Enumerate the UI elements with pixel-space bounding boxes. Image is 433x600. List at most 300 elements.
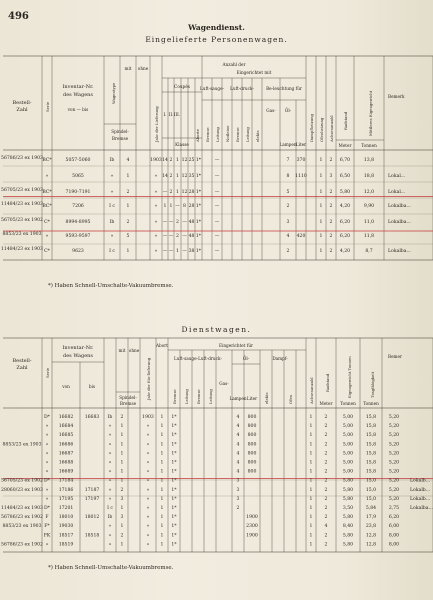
h2-bis: bis [88,384,96,389]
cell-rad: 5,00 [342,415,354,420]
cell-trag: 5,20 [388,487,400,493]
h1-bremse-2: Bremse [235,127,240,142]
table-row [2,523,399,529]
cell-liter: 1900 [246,515,258,521]
table-row [2,441,399,447]
cell-ohne: 2 [120,487,124,493]
cell-ohne: 1 [120,478,124,484]
h1-bremse: Bremse [111,136,129,141]
cell-ab: 1 [160,415,164,420]
cell-rem: Lokal... [388,190,406,195]
cell-rem: Lokal... [388,174,406,179]
cell-jahr: » [154,190,158,195]
h2-bestell: Bestell- [12,358,32,364]
cell-rad: 5,80 [342,515,354,521]
cell-ach2: 2 [329,220,333,225]
h2-abort: Abort [156,343,168,348]
cell-ach: 1 [309,524,313,530]
cell-mit: » [108,442,112,448]
cell-trag: 5,20 [388,478,400,484]
cell-gew: 12,8 [365,533,377,539]
section2-footnote: *) Haben Schnell-Umschalte-Vakuumbremse. [48,565,174,571]
table-row [44,532,400,538]
cell-ach2: 2 [324,496,328,502]
cell-jahr: » [154,204,158,209]
cell-brems: 1* [171,424,177,430]
cell-gew: 11,8 [363,234,375,239]
cell-mit: Ib [107,515,113,521]
cell-s1: 8 [183,204,186,209]
cell-ohne: 4 [126,158,130,163]
cell-bestell: 8853/23 ex 1903 [2,232,42,237]
cell-c3: 2 [176,234,179,239]
cell-c2: 2 [169,158,173,163]
h1-coupes: Coupés [174,84,190,89]
cell-brems: 1* [171,542,177,548]
h1-aborte: Aborte [195,128,200,142]
cell-von: 16685 [58,433,74,439]
cell-s2: 35 [188,174,195,179]
cell-c1: — [162,190,168,195]
cell-rad: 5,80 [342,487,354,493]
cell-mit: » [108,424,112,430]
cell-ab: 1 [160,433,164,439]
cell-rem: Lokalba... [388,249,411,254]
cell-gew: 15,8 [365,433,377,439]
cell-lampen: 2 [236,506,240,511]
cell-bestell: 56705/23 ex 1902 [1,478,43,484]
cell-rad: 5,80 [342,478,354,484]
cell-jahr: » [146,542,150,548]
cell-lampen: 3 [236,478,240,484]
h1-eigengewicht: Mittleres Eigengewicht [368,90,373,136]
cell-rad: 5,00 [342,460,354,466]
cell-inv: 7190-7191 [65,190,91,195]
cell-bestell: 11484/23 ex 1903 [1,247,43,252]
cell-brems: 1* [171,415,177,420]
cell-liter: 370 [296,158,306,163]
cell-ach2: 2 [329,190,333,195]
cell-brems: 1* [171,515,177,521]
cell-liter: 800 [247,415,257,420]
cell-lampen: 4 [286,234,290,239]
h2-achsen: Achsenanzahl [309,377,314,404]
cell-s2: 48 [188,234,195,239]
h1-radstand: Radstand [343,111,348,130]
cell-bestell: 56786/23 ex 1902 [1,515,43,521]
cell-mit: Ib [109,158,115,163]
cell-serie: FK [43,533,51,539]
cell-jahr: » [146,469,150,475]
h1-elektr: elektr. [255,129,260,142]
table2-body [1,414,433,547]
cell-liter: 1900 [246,533,258,539]
h1-leitung-1: Leitung [215,127,220,142]
cell-gew: 12,0 [363,190,375,195]
cell-ach2: 2 [324,460,328,466]
h2-luftsauge: Luft-sauge- [173,356,199,361]
cell-mit: » [108,487,112,493]
cell-serie: » [45,451,49,457]
cell-trag: 5,20 [388,442,400,448]
cell-mit: » [108,542,112,548]
cell-c2: — [168,249,174,254]
cell-von: 19030 [58,524,74,530]
h2-oel: Öl- [242,356,250,361]
cell-ach2: 3 [329,174,333,179]
cell-jahr: » [146,533,150,539]
cell-mit: » [110,234,114,239]
cell-c2: 2 [169,174,173,179]
cell-c1: — [162,234,168,239]
cell-jahr: » [146,433,150,439]
cell-trag: 5,20 [388,415,400,420]
cell-mit: » [110,174,114,179]
cell-ach2: 2 [324,542,328,548]
cell-serie: » [45,234,49,239]
cell-s2: 38 [188,249,195,254]
h2-eingerichtet: Eingerichtet für [218,343,254,348]
cell-lampen: 4 [236,415,240,420]
cell-s3: 1* [195,174,202,179]
cell-ohne: 1 [120,442,124,448]
cell-lampen: 4 [236,424,240,430]
cell-liter: 800 [247,469,257,475]
cell-ohne: 1 [126,249,130,254]
cell-rad: 5,80 [339,190,351,195]
cell-ab: 1 [160,496,164,502]
page-title: Wagendienst. [188,23,245,32]
cell-ab: 1 [160,542,164,548]
cell-rad: 6,20 [339,234,351,239]
cell-lampen: 3 [286,220,290,225]
cell-gas: — [214,249,220,254]
cell-ach2: 2 [324,506,328,511]
h2-radstand: Radstand [325,373,330,392]
cell-jahr: » [154,249,158,254]
h1-klasse-i: I. [163,112,167,117]
cell-rad: 4,20 [339,204,351,209]
cell-c2: 1 [169,204,173,209]
cell-c1: 1 [163,204,167,209]
cell-ab: 1 [160,506,164,511]
h2-bremse-2: Bremse [196,389,201,404]
cell-s2: 25 [188,158,195,163]
cell-ach: 1 [309,451,313,457]
cell-liter: 800 [247,442,257,448]
cell-liter: 420 [296,234,306,239]
h1-gas: Gas- [266,108,276,113]
table-row [1,541,399,547]
h2-liter: Liter [246,396,258,401]
cell-jahr: » [146,506,150,511]
h2-des-wagens: des Wagens [63,353,93,359]
cell-rad: 5,80 [342,496,354,502]
cell-c3: 1 [176,190,179,195]
cell-trag: 6,20 [388,515,400,521]
h1-luftdruck: Luft-druck- [230,86,254,91]
cell-gas: — [214,158,220,163]
cell-rad: 5,00 [342,433,354,439]
cell-s3: 1* [195,220,202,225]
cell-ohne: 2 [120,415,124,420]
cell-liter: 800 [247,424,257,430]
cell-ohne: 1 [120,451,124,457]
cell-gew: 15,8 [365,451,377,457]
cell-gew: 15,8 [365,460,377,466]
cell-c1: 14 [162,158,168,163]
cell-rad: 3,50 [342,506,354,511]
cell-gew: 12,8 [365,542,377,548]
cell-lampen: 3 [236,496,240,502]
cell-brems: 1* [171,524,177,530]
cell-ach2: 2 [324,451,328,457]
cell-c2: 2 [169,190,173,195]
cell-von: 16686 [58,442,74,448]
cell-brems: 1* [171,451,177,457]
cell-ach: 1 [309,533,313,539]
cell-ab: 1 [160,451,164,457]
h2-elektr: elektr. [264,391,269,404]
cell-von: 18519 [58,542,74,548]
h2-eigengewicht: Eigengewicht Tonnen [347,356,352,398]
cell-ach: 1 [319,174,323,179]
cell-von: 16684 [58,424,74,430]
cell-jahr: 1903 [150,158,162,163]
cell-ach: 1 [319,249,323,254]
cell-jahr: » [146,515,150,521]
cell-ohne: 2 [126,190,130,195]
cell-gew: 15,8 [365,469,377,475]
h2-inventar: Inventar-Nr. [62,345,94,351]
cell-serie: » [45,174,49,179]
cell-s1: — [182,234,187,239]
table-row [46,460,400,466]
table2-header [12,343,402,406]
cell-gew: 15,8 [365,415,377,420]
cell-serie: » [45,487,49,493]
h2-tragf-unit: Tonnen [363,401,379,406]
cell-brems: 1* [171,442,177,448]
table-row [46,423,400,429]
cell-jahr: » [146,524,150,530]
cell-jahr: » [146,424,150,430]
h1-meter: Meter [338,143,352,148]
cell-ach: 1 [309,478,313,484]
cell-ohne: 3 [120,496,124,502]
cell-liter: 800 [247,451,257,457]
cell-von: 18010 [58,515,74,521]
cell-ach: 1 [309,469,313,475]
cell-brems: 1* [171,533,177,539]
h2-ohne: ohne [128,348,140,353]
cell-bis: 17187 [84,487,100,493]
cell-gew: 11,0 [363,220,375,225]
cell-von: 17184 [58,478,74,484]
cell-rem: Lokalb... [410,478,431,484]
cell-ab: 1 [160,424,164,430]
cell-lampen: 7 [286,158,290,163]
cell-gew: 15,0 [365,496,377,502]
cell-gew: 17,9 [365,515,377,521]
cell-inv: 9623 [72,249,84,254]
cell-rad: 6,50 [339,174,351,179]
h1-ofen: Ofenheizung [319,117,324,142]
cell-c2: — [168,234,174,239]
cell-brems: 1* [171,478,177,484]
cell-rad: 5,00 [342,424,354,430]
cell-trag: 2,75 [388,506,400,511]
cell-s3: 1* [195,234,202,239]
h1-liter: Liter [295,142,307,147]
cell-c1: 14 [162,174,168,179]
cell-ab: 1 [160,478,164,484]
cell-mit: » [108,433,112,439]
cell-bestell: 56705/23 ex 1903 [1,188,43,193]
cell-ach: 1 [309,424,313,430]
h2-tonnen: Tonnen [340,401,356,406]
h1-lampen: Lampen [279,142,297,147]
cell-ach: 1 [309,496,313,502]
cell-lampen: 4 [236,442,240,448]
cell-ach: 1 [319,158,323,163]
h2-bremse-1: Bremse [172,389,177,404]
cell-c3: 1 [176,249,179,254]
h1-tonnen: Tonnen [361,143,377,148]
cell-ach2: 2 [324,478,328,484]
cell-von: 17195 [58,496,74,502]
table-row [46,432,400,438]
cell-serie: D* [44,506,50,511]
h1-klasse: Klasse [175,142,189,147]
cell-rad: 6,70 [339,158,351,163]
cell-ach2: 2 [324,415,328,420]
cell-lampen: 5 [286,190,290,195]
cell-ab: 1 [160,533,164,539]
cell-ach2: 4 [324,524,328,530]
h1-leitung-2: Leitung [245,127,250,142]
cell-gas: — [214,234,220,239]
cell-mit: » [108,460,112,466]
cell-serie: BC* [42,204,52,209]
cell-rad: 5,80 [342,533,354,539]
cell-jahr: » [154,220,158,225]
cell-ach: 1 [309,506,313,511]
cell-gas: — [214,220,220,225]
h1-mit: mit [124,66,132,71]
page-number: 496 [8,11,29,22]
cell-gew: 15,8 [365,424,377,430]
cell-c3: 1 [176,158,179,163]
cell-s1: 12 [181,190,188,195]
cell-lampen: 8 [286,174,290,179]
h1-wagentype: Wagentype [111,82,116,104]
cell-von: 16688 [58,460,74,466]
h1-serie: Serie [45,101,50,112]
cell-ach: 1 [319,234,323,239]
h1-luftsauge: Luft-sauge- [199,86,225,91]
cell-ach2: 2 [324,515,328,521]
cell-lampen: 3 [236,487,240,493]
h2-bremse: Bremse [119,401,137,406]
h2-serie: Serie [45,367,50,378]
cell-bestell: 56786/23 ex 1903 [1,156,43,161]
cell-jahr: 1903 [142,415,154,420]
cell-serie: D* [44,478,50,484]
cell-mit: » [110,190,114,195]
cell-mit: I c [109,204,115,209]
cell-gew: 23,8 [365,524,377,530]
cell-ach2: 2 [329,234,333,239]
h2-ofen: Ofen [288,394,293,404]
h1-oel: Öl- [284,108,292,113]
h1-bestell: Bestell- [12,100,32,106]
cell-mit: » [108,524,112,530]
cell-von: 18517 [58,533,74,539]
cell-serie: F* [44,524,50,530]
cell-c3: — [175,204,180,209]
cell-jahr: » [146,478,150,484]
cell-brems: 1* [171,469,177,475]
cell-serie: BC* [42,190,52,195]
h2-mit: mit [118,348,126,353]
cell-bis: 18012 [84,515,100,521]
cell-brems: 1* [171,433,177,439]
cell-jahr: » [146,451,150,457]
cell-ach: 1 [309,433,313,439]
h1-ohne: ohne [137,66,149,71]
h1-bemerk: Bemerk [388,94,405,99]
cell-s3: 1* [195,249,202,254]
cell-rad: 5,80 [342,542,354,548]
cell-inv: 5065 [72,174,84,179]
cell-trag: 5,20 [388,460,400,466]
cell-ach: 1 [309,542,313,548]
cell-ach: 1 [319,204,323,209]
cell-ohne: 1 [120,433,124,439]
cell-lampen: 2 [286,249,290,254]
cell-bestell: 28060/23 ex 1903 [1,487,43,493]
cell-jahr: » [146,442,150,448]
cell-brems: 1* [171,487,177,493]
cell-gew: 5,84 [365,506,377,511]
cell-serie: » [45,433,49,439]
cell-trag: 6,00 [388,524,400,530]
cell-ab: 1 [160,460,164,466]
cell-ach: 1 [319,190,323,195]
cell-c3: 1 [176,174,179,179]
cell-bis: 17197 [84,496,100,502]
cell-jahr: » [146,487,150,493]
h1-von-bis: von — bis [67,107,89,112]
cell-ab: 1 [160,469,164,475]
cell-ohne: 1 [126,174,130,179]
cell-von: 16689 [58,469,74,475]
section1-title: Eingelieferte Personenwagen. [145,35,288,44]
cell-s1: 12 [181,174,188,179]
cell-bestell: 56786/23 ex 1902 [1,542,43,548]
cell-jahr: » [154,174,158,179]
cell-mit: I c [109,249,115,254]
cell-s1: — [182,220,187,225]
cell-lampen: 4 [236,469,240,475]
cell-lampen: 4 [236,433,240,439]
h1-beleuchtung: Be-leuchtung für [266,86,302,91]
cell-lampen: 4 [236,460,240,466]
cell-ohne: 2 [126,220,130,225]
cell-serie: D* [44,415,50,420]
cell-ach2: 2 [324,424,328,430]
